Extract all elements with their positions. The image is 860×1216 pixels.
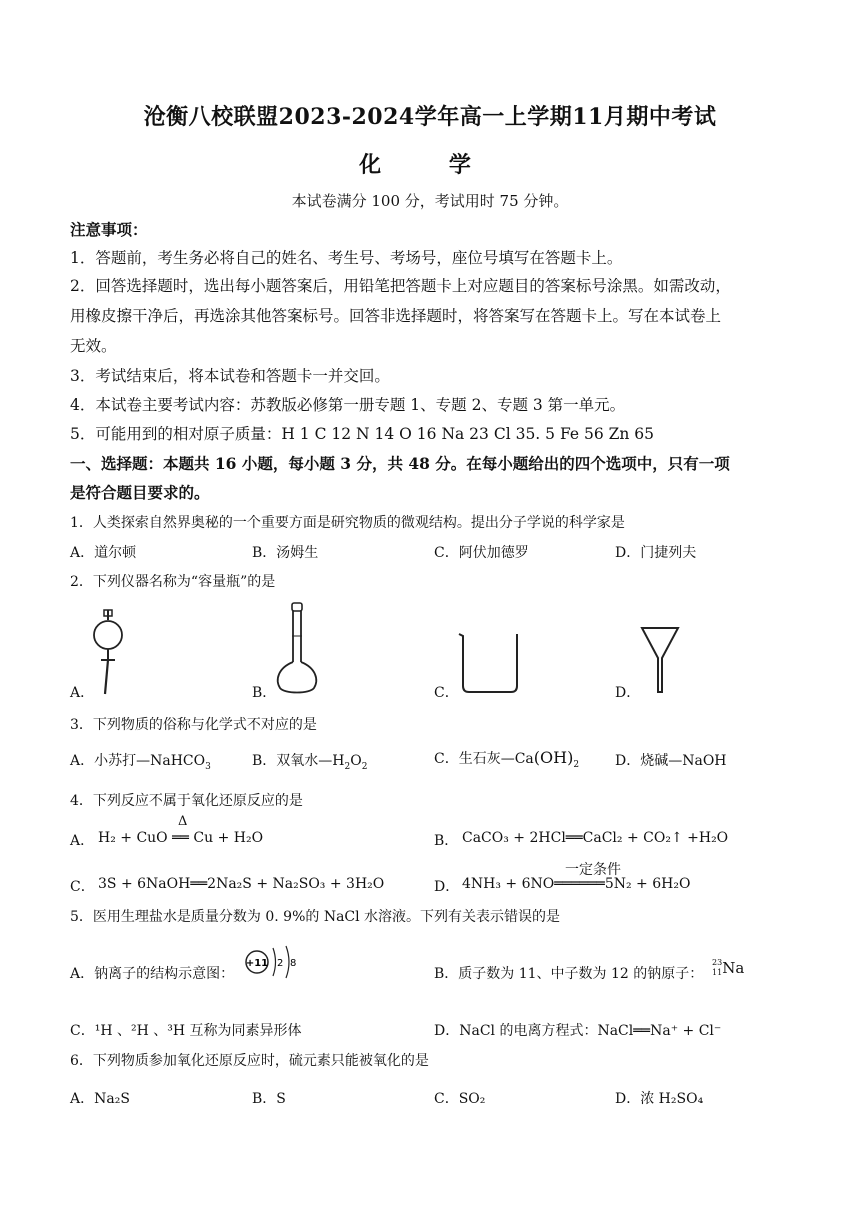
q3-stem: 3．下列物质的俗称与化学式不对应的是: [70, 717, 317, 733]
q3-b-sub2: 2: [361, 761, 368, 772]
q4-d-condition: 一定条件: [565, 862, 621, 878]
q2-option-c: C．: [434, 685, 459, 701]
q3-a-text: A．小苏打—NaHCO: [70, 753, 206, 769]
q6-option-c: C．SO₂: [434, 1091, 486, 1107]
q6-option-b: B．S: [252, 1091, 286, 1107]
section-heading-line2: 是符合题目要求的。: [70, 483, 210, 502]
sodium-ion-structure-diagram: [244, 942, 304, 982]
q5-b-symbol: Na: [722, 959, 745, 977]
q3-b-o: O: [350, 753, 362, 769]
q5-b-mass-number: 23: [712, 958, 723, 967]
q3-b-text: B．双氧水—H: [252, 753, 345, 769]
q1-option-a: A．道尔顿: [70, 545, 137, 561]
note-4: 4．本试卷主要考试内容：苏教版必修第一册专题 1、专题 2、专题 3 第一单元。: [70, 396, 626, 414]
q1-option-d: D．门捷列夫: [615, 545, 697, 561]
q3-option-d: D．烧碱—NaOH: [615, 753, 727, 769]
q5-option-b: B．质子数为 11、中子数为 12 的钠原子：: [434, 966, 704, 982]
q3-c-paren: (OH): [533, 748, 574, 767]
q4-d-equation: 4NH₃ + 6NO══════5N₂ + 6H₂O: [462, 876, 691, 892]
note-3: 3．考试结束后，将本试卷和答题卡一并交回。: [70, 367, 390, 385]
q5-stem: 5．医用生理盐水是质量分数为 0. 9%的 NaCl 水溶液。下列有关表示错误的是: [70, 909, 561, 925]
q3-option-a: [70, 750, 211, 772]
note-2: 2．回答选择题时，选出每小题答案后，用铅笔把答题卡上对应题目的答案标号涂黑。如需改动，: [70, 277, 731, 295]
q5-b-atomic-number: 11: [712, 968, 723, 977]
volumetric-flask-image: [272, 602, 322, 697]
shell-1-electrons: 2: [277, 958, 284, 969]
q4-b-equation: CaCO₃ + 2HCl══CaCl₂ + CO₂↑ +H₂O: [462, 830, 729, 846]
note-2-cont: 用橡皮擦干净后，再选涂其他答案标号。回答非选择题时，将答案写在答题卡上。写在本试卷上: [70, 307, 722, 325]
q4-b-label: B．: [434, 833, 459, 849]
exam-title: 沧衡八校联盟2023-2024学年高一上学期11月期中考试: [143, 104, 717, 130]
note-5: 5．可能用到的相对原子质量：H 1 C 12 N 14 O 16 Na 23 Cl 35. 5 Fe 56 Zn 65: [70, 425, 655, 443]
q6-option-a: A．Na₂S: [70, 1091, 130, 1107]
q6-stem: 6．下列物质参加氧化还原反应时，硫元素只能被氧化的是: [70, 1053, 429, 1069]
q6-option-d: D．浓 H₂SO₄: [615, 1091, 704, 1107]
q1-option-b: B．汤姆生: [252, 545, 319, 561]
exam-info: 本试卷满分 100 分，考试用时 75 分钟。: [291, 192, 569, 210]
q3-c-subscript: 2: [573, 759, 580, 770]
q2-stem: 2．下列仪器名称为“容量瓶”的是: [70, 574, 276, 590]
q2-option-b: B．: [252, 685, 277, 701]
note-1: 1．答题前，考生务必将自己的姓名、考生号、考场号，座位号填写在答题卡上。: [70, 249, 623, 267]
q5-option-c: C．¹H 、²H 、³H 互称为同素异形体: [70, 1023, 302, 1039]
q4-a-condition: Δ: [178, 814, 188, 829]
notes-heading: 注意事项：: [70, 220, 148, 239]
beaker-image: [455, 630, 525, 695]
q2-option-d: D．: [615, 685, 641, 701]
q3-b-sub1: 2: [344, 761, 351, 772]
q4-c-label: C．: [70, 879, 95, 895]
q5-option-a: A．钠离子的结构示意图：: [70, 966, 235, 982]
q3-option-b: [252, 750, 367, 772]
q2-option-a: A．: [70, 685, 95, 701]
q1-stem: 1．人类探索自然界奥秘的一个重要方面是研究物质的微观结构。提出分子学说的科学家是: [70, 515, 625, 531]
q4-a-equation: H₂ + CuO ══ Cu + H₂O: [98, 830, 264, 846]
q1-option-c: C．阿伏加德罗: [434, 545, 529, 561]
q5-option-d: D．NaCl 的电离方程式：NaCl══Na⁺ + Cl⁻: [434, 1023, 722, 1039]
note-2-end: 无效。: [70, 337, 117, 355]
shell-2-electrons: 8: [290, 958, 297, 969]
nucleus-charge: +11: [245, 958, 269, 969]
q3-c-text: C．生石灰—Ca: [434, 751, 534, 767]
q4-stem: 4．下列反应不属于氧化还原反应的是: [70, 793, 303, 809]
q3-option-c: [434, 748, 579, 770]
q5-b-nuclide: [712, 958, 744, 978]
q4-a-label: A．: [70, 833, 95, 849]
section-heading-line1: 一、选择题：本题共 16 小题，每小题 3 分，共 48 分。在每小题给出的四个选项中，只有一项: [70, 454, 730, 473]
funnel-image: [640, 626, 680, 696]
q3-a-subscript: 3: [205, 761, 211, 772]
subject-title: 化 学: [359, 152, 501, 178]
q4-d-label: D．: [434, 879, 460, 895]
q4-c-equation: 3S + 6NaOH══2Na₂S + Na₂SO₃ + 3H₂O: [98, 876, 385, 892]
